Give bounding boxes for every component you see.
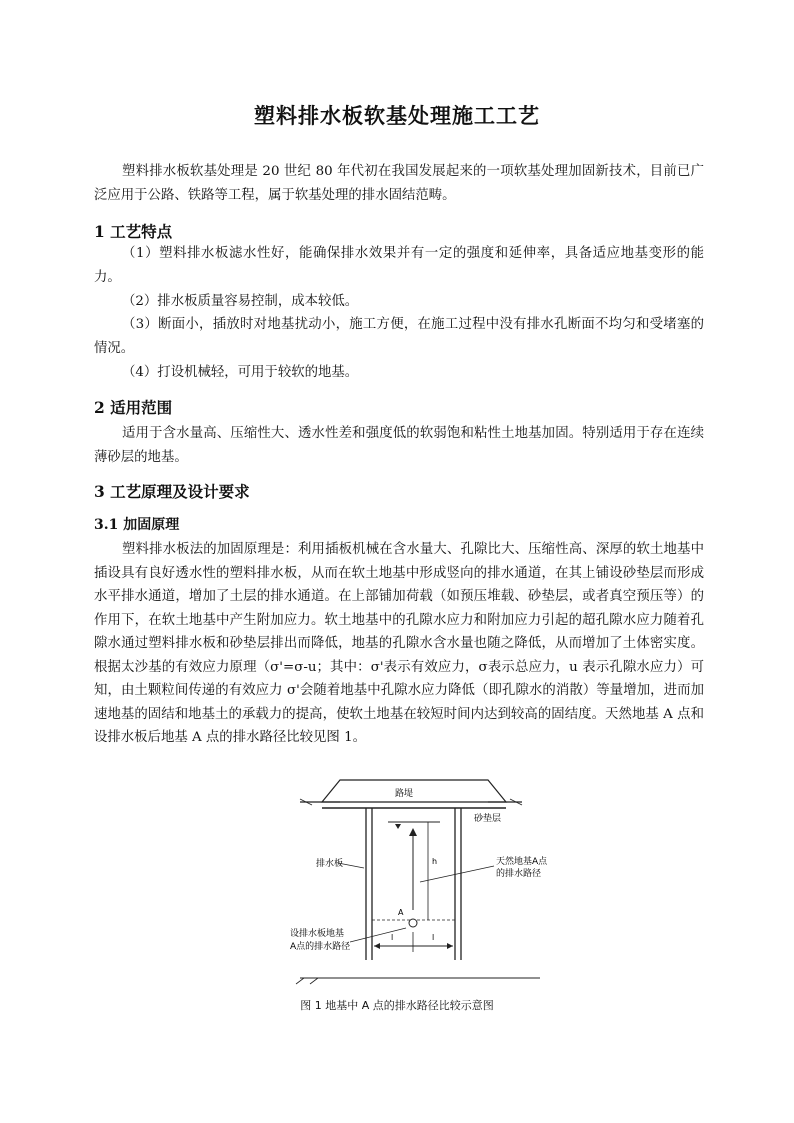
intro-paragraph: 塑料排水板软基处理是 20 世纪 80 年代初在我国发展起来的一项软基处理加固新技术，目前已广泛应用于公路、铁路等工程，属于软基处理的排水固结范畴。 [94, 164, 704, 203]
left-label-leader [350, 928, 406, 942]
point-a-marker [409, 919, 417, 927]
water-table-marker [395, 824, 401, 829]
l-label-left: l [391, 933, 394, 942]
h-label: h [432, 857, 438, 866]
figure-1 [0, 760, 794, 1020]
right-label-line-2: 的排水路径 [496, 869, 542, 879]
section-3-heading: 3 工艺原理及设计要求 [94, 482, 250, 501]
section-1-item-1: （1）塑料排水板滤水性好，能确保排水效果并有一定的强度和延伸率，具备适应地基变形的能力。 [94, 246, 704, 285]
l-label-right: l [432, 933, 435, 942]
vertical-path-arrow [409, 828, 417, 836]
left-label-line-2: A点的排水路径 [290, 942, 351, 952]
section-2-heading: 2 适用范围 [94, 398, 173, 417]
embankment-label: 路堤 [394, 789, 414, 799]
section-1-heading: 1 工艺特点 [94, 222, 173, 241]
section-1-item-3: （3）断面小，插放时对地基扰动小，施工方便，在施工过程中没有排水孔断面不均匀和受堵塞的情况。 [94, 317, 704, 356]
left-label-line-1: 设排水板地基 [290, 929, 345, 939]
dimension-arrow-right [447, 943, 453, 949]
section-2-text: 适用于含水量高、压缩性大、透水性差和强度低的软弱饱和粘性土地基加固。特别适用于存在连续薄砂层的地基。 [94, 426, 704, 465]
section-3-1-heading: 3.1 加固原理 [94, 517, 180, 533]
section-1-item-2: （2）排水板质量容易控制，成本较低。 [122, 294, 359, 309]
bottom-hatch-1 [296, 978, 304, 984]
right-label-leader [420, 866, 494, 882]
embankment-shape [322, 780, 506, 802]
bottom-hatch-2 [310, 978, 318, 984]
sand-cushion-label: 砂垫层 [474, 814, 502, 824]
point-a-label: A [398, 908, 404, 917]
drain-board-label: 排水板 [316, 859, 344, 869]
right-label-line-1: 天然地基A点 [496, 857, 548, 867]
drainage-diagram [0, 760, 794, 1020]
page-title: 塑料排水板软基处理施工工艺 [254, 103, 540, 128]
figure-caption: 图 1 地基中 A 点的排水路径比较示意图 [300, 999, 494, 1012]
section-1-item-4: （4）打设机械轻，可用于较软的地基。 [122, 365, 359, 380]
dimension-arrow-left [374, 943, 380, 949]
section-3-1-text: 塑料排水板法的加固原理是：利用插板机械在含水量大、孔隙比大、压缩性高、深厚的软土地基中插设具有良好透水性的塑料排水板，从而在软土地基中形成竖向的排水通道，在其上铺设砂垫层而形成水平排水通道，增加了土层的排水通道。在上部铺加荷载（如预压堆载、砂垫层，或者真空预压等）的作用下，在软土地基中产生附加应力。软土地基中的孔隙水应力和附加应力引起的超孔隙水应力随着孔隙水通过塑料排水板和砂垫层排出而降低，地基的孔隙水含水量也随之降低，从而增加了土体密实度。根据太沙基的有效应力原理（σ'=σ-u；其中：σ'表示有效应力，σ表示总应力，u 表示孔隙水应力）可知，由土颗粒间传递的有效应力 σ'会随着地基中孔隙水应力降低（即孔隙水的消散）等量增加，进而加速地基的固结和地基土的承载力的提高，使软土地基在较短时间内达到较高的固结度。天然地基 A 点和设排水板后地基 A 点的排水路径比较见图 1。 [94, 542, 704, 745]
